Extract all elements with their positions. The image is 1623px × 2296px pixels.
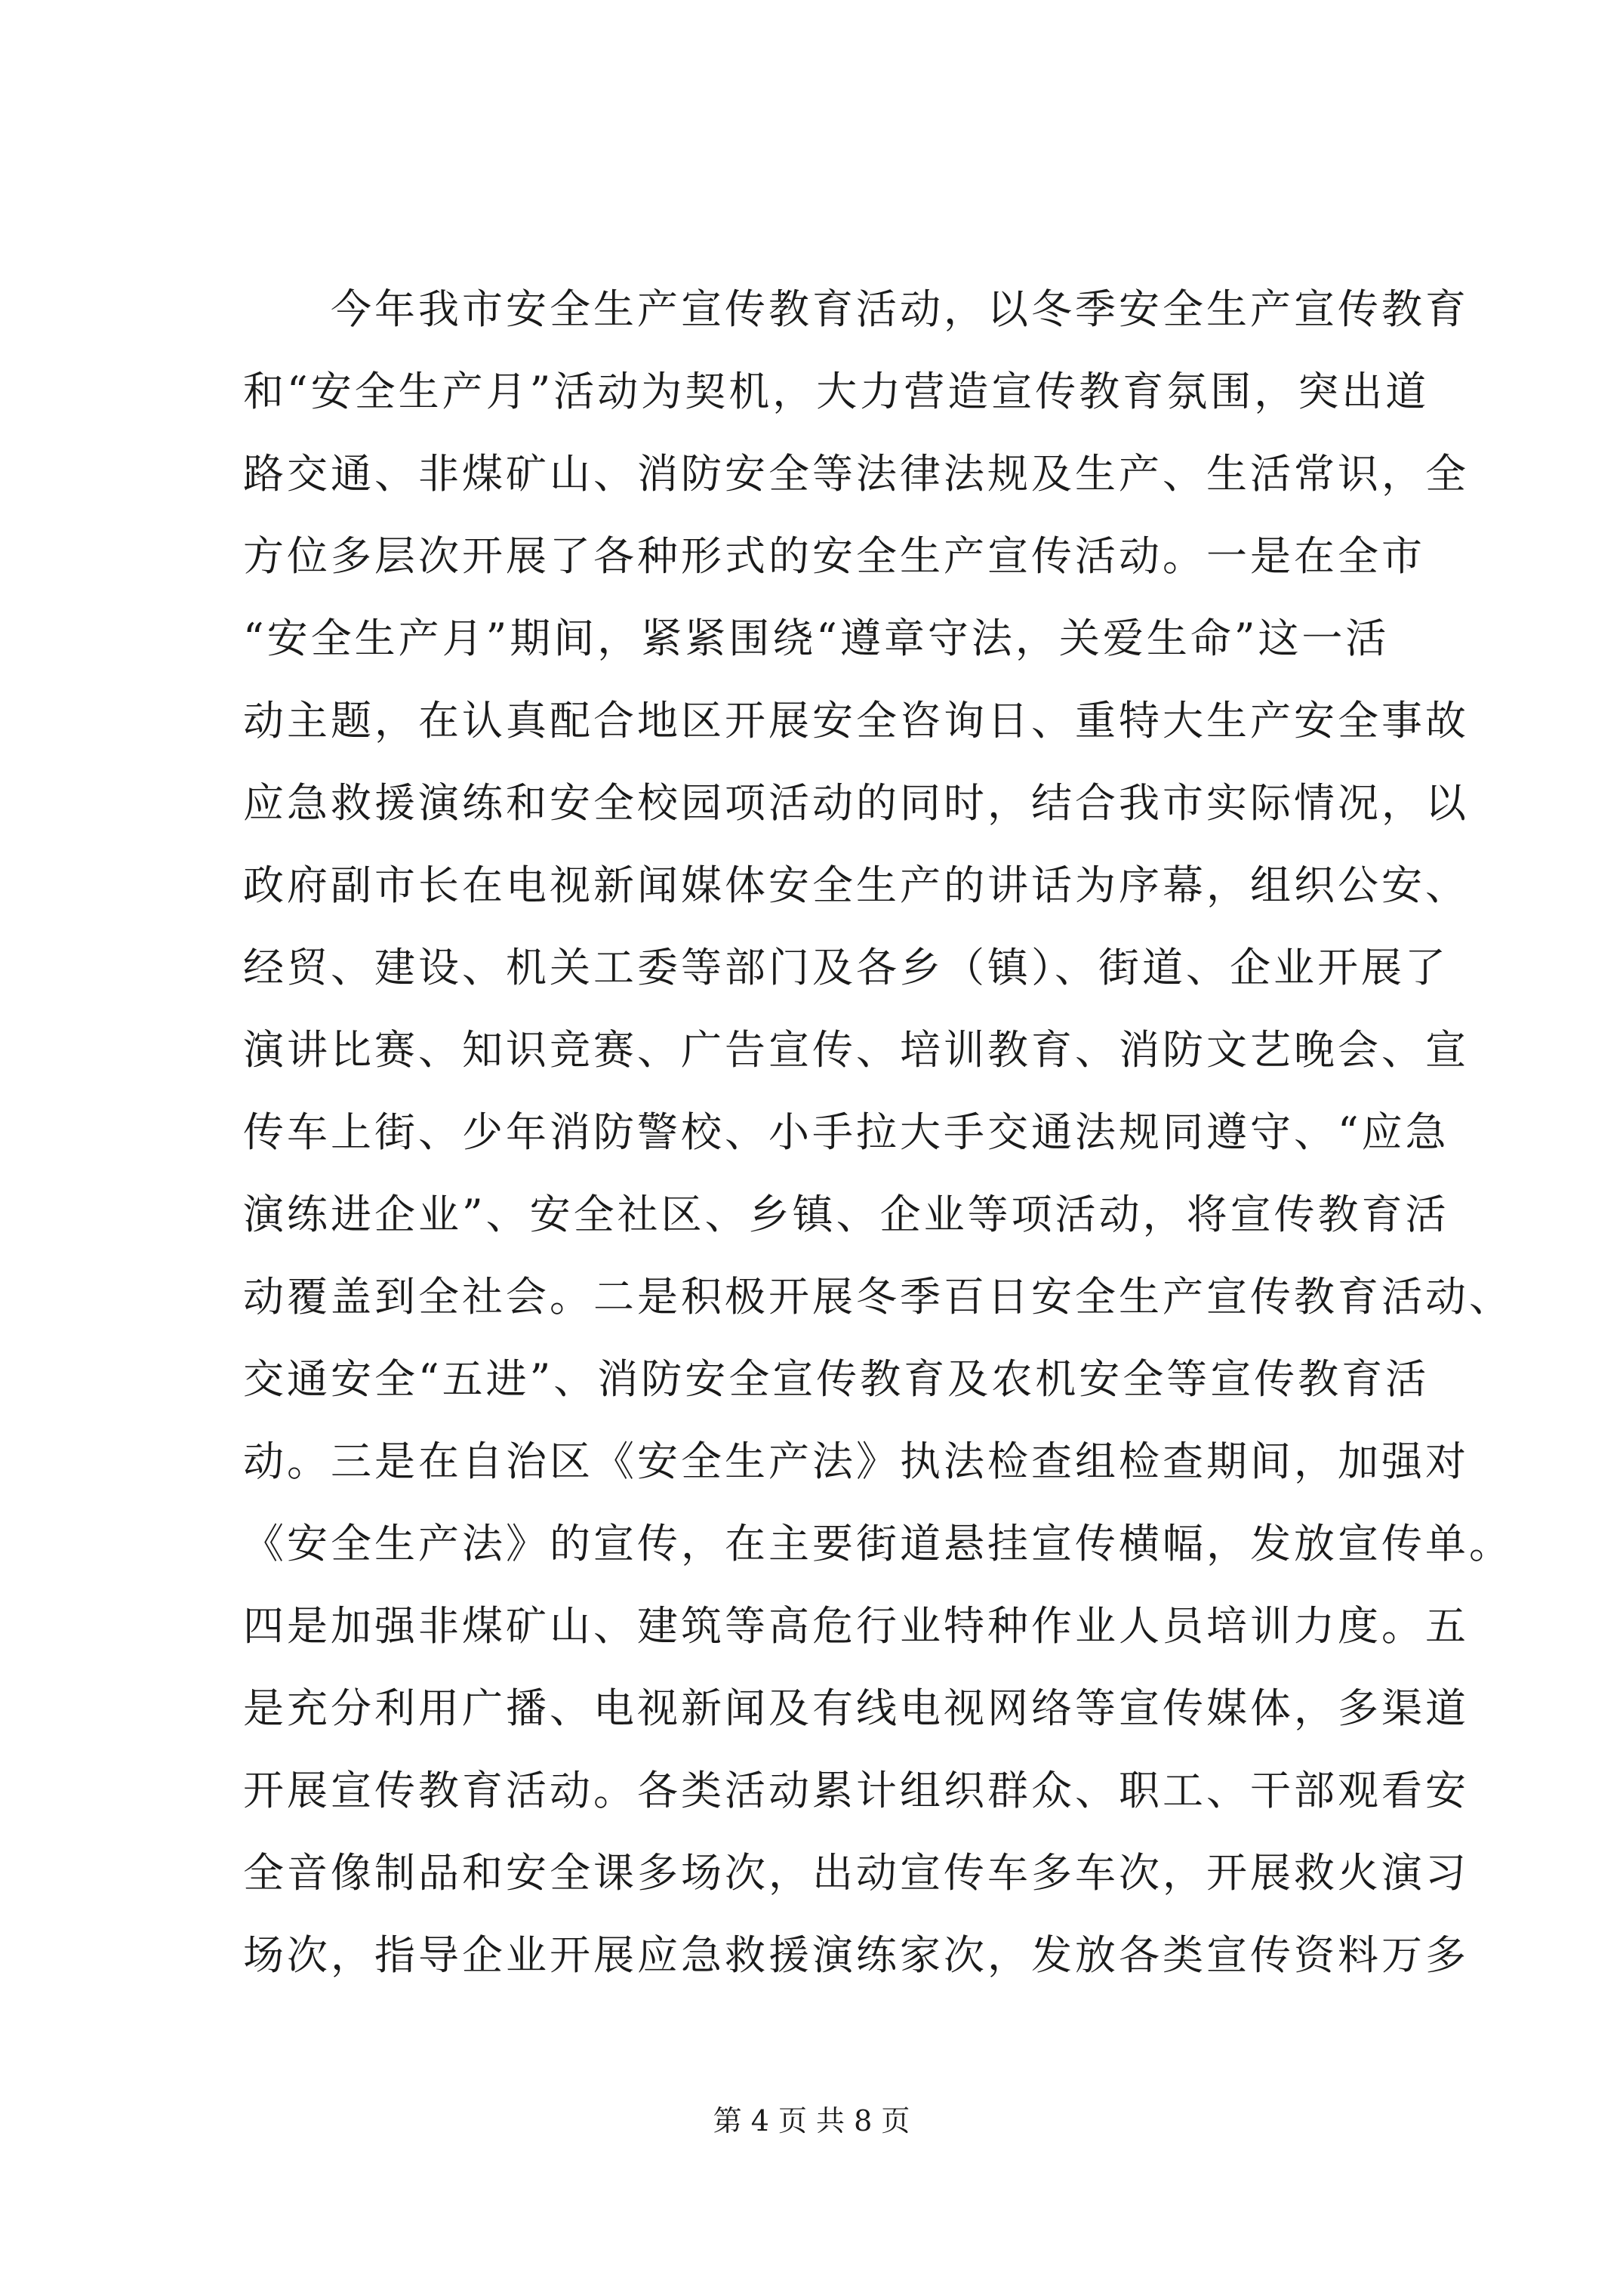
paragraph-line: 应急救援演练和安全校园项活动的同时，结合我市实际情况，以 (243, 779, 1469, 827)
paragraph-line: 四是加强非煤矿山、建筑等高危行业特种作业人员培训力度。五 (243, 1602, 1469, 1650)
paragraph-line: 演练进企业”、安全社区、乡镇、企业等项活动，将宣传教育活 (243, 1191, 1449, 1238)
paragraph-line: 经贸、建设、机关工委等部门及各乡（镇）、街道、企业开展了 (243, 944, 1449, 991)
paragraph-line: “安全生产月”期间，紧紧围绕“遵章守法，关爱生命”这一活 (243, 615, 1390, 662)
paragraph-line: 路交通、非煤矿山、消防安全等法律法规及生产、生活常识，全 (243, 450, 1469, 498)
page-number-footer: 第 4 页 共 8 页 (713, 2104, 910, 2137)
body-paragraph (243, 268, 1513, 1996)
paragraph-line: 动主题，在认真配合地区开展安全咨询日、重特大生产安全事故 (243, 697, 1469, 744)
paragraph-line: 传车上街、少年消防警校、小手拉大手交通法规同遵守、“应急 (243, 1108, 1449, 1156)
paragraph-line: 动覆盖到全社会。二是积极开展冬季百日安全生产宣传教育活动、 (243, 1273, 1513, 1321)
paragraph-line: 动。三是在自治区《安全生产法》执法检查组检查期间，加强对 (243, 1438, 1469, 1485)
paragraph-line: 开展宣传教育活动。各类活动累计组织群众、职工、干部观看安 (243, 1767, 1469, 1814)
paragraph-line: 方位多层次开展了各种形式的安全生产宣传活动。一是在全市 (243, 532, 1425, 580)
paragraph-line: 和“安全生产月”活动为契机，大力营造宣传教育氛围，突出道 (243, 368, 1430, 415)
paragraph-line: 交通安全“五进”、消防安全宣传教育及农机安全等宣传教育活 (243, 1355, 1430, 1403)
paragraph-line: 是充分利用广播、电视新闻及有线电视网络等宣传媒体，多渠道 (243, 1684, 1469, 1732)
paragraph-line: 政府副市长在电视新闻媒体安全生产的讲话为序幕，组织公安、 (243, 861, 1469, 909)
paragraph-line: 今年我市安全生产宣传教育活动，以冬季安全生产宣传教育 (331, 285, 1469, 333)
paragraph-line: 全音像制品和安全课多场次，出动宣传车多车次，开展救火演习 (243, 1849, 1469, 1897)
paragraph-line: 场次，指导企业开展应急救援演练家次，发放各类宣传资料万多 (243, 1931, 1469, 1979)
paragraph-line: 演讲比赛、知识竞赛、广告宣传、培训教育、消防文艺晚会、宣 (243, 1026, 1469, 1074)
paragraph-line: 《安全生产法》的宣传，在主要街道悬挂宣传横幅，发放宣传单。 (243, 1520, 1513, 1567)
